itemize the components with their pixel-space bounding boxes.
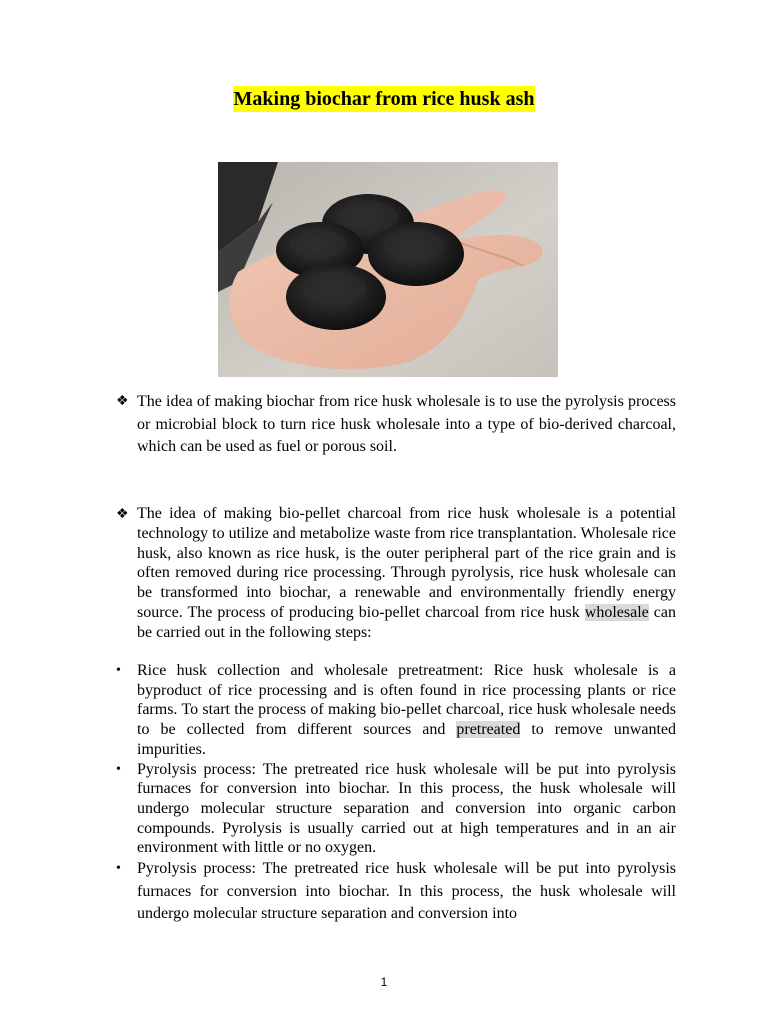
bullet-dot-icon: •: [116, 861, 121, 877]
list-item-text: to remove unwanted impurities.: [137, 721, 676, 758]
diamond-bullet-icon: ❖: [116, 507, 129, 522]
diamond-bullet-icon: ❖: [116, 394, 129, 409]
list-item-text: Pyrolysis process: The pretreated rice husk wholesale will be put into pyrolysis furnaces for conversion into biochar. In this process, the husk wholesale will undergo molecular structure separation and conversion into: [137, 860, 676, 923]
list-item-text: Pyrolysis process: The pretreated rice husk wholesale will be put into pyrolysis furnaces for conversion into biochar. In this process, the husk wholesale will undergo molecular structure separation and conversion into organic carbon compounds. Pyrolysis is usually carried out at high temperatures and in an air environment with little or no oxygen.: [137, 760, 676, 857]
page-title: Making biochar from rice husk ash: [233, 88, 535, 110]
list-item: [116, 858, 676, 926]
biochar-pellets-photo: [218, 162, 558, 377]
title-container: [0, 86, 768, 112]
list-item: [116, 760, 676, 859]
paragraph-text: The idea of making bio-pellet charcoal from rice husk wholesale is a potential technology to utilize and metabolize waste from rice transplantation. Wholesale rice husk, also known as rice husk, is the outer peripheral part of the rice grain and is often removed during rice processing. Through pyrolysis, rice husk wholesale can be transformed into biochar, a renewable and environmentally friendly energy source. The process of producing bio-pellet charcoal from rice husk: [137, 505, 676, 621]
steps-list: [116, 661, 676, 926]
highlighted-word: wholesale: [584, 603, 649, 621]
paragraph-text: can be carried out in the following steps:: [137, 603, 677, 641]
bullet-dot-icon: •: [116, 761, 121, 777]
bullet-dot-icon: •: [116, 663, 121, 678]
list-item-text: Rice husk collection and wholesale pretreatment: Rice husk wholesale is a byproduct of rice processing and is often found in rice processing plants or rice farms. To start the process of making bio-pellet charcoal, rice husk wholesale needs to be collected from different sources and: [137, 662, 676, 739]
list-item: [116, 661, 676, 760]
intro-paragraph: The idea of making biochar from rice husk wholesale is to use the pyrolysis process or microbial block to turn rice husk wholesale into a type of bio-derived charcoal, which can be used as fuel or porous soil.: [137, 393, 676, 455]
page-number: 1: [380, 975, 388, 989]
process-paragraph: [137, 504, 676, 643]
highlighted-word: pretreated: [456, 721, 521, 739]
